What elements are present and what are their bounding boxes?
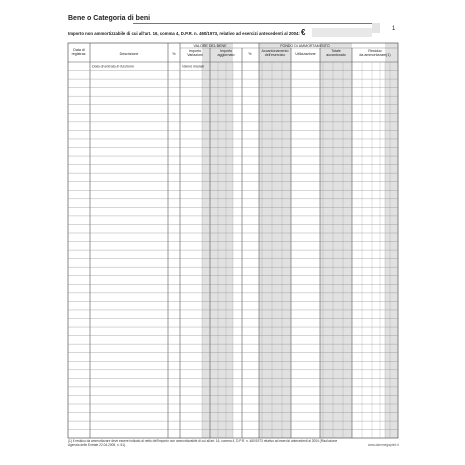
valore-iniziale-label: Valore iniziale (182, 64, 205, 69)
shade-accantonamento (259, 43, 291, 438)
hdr-accant-1: Accantonamento (261, 49, 289, 53)
hdr-utilizzazione: Utilizzazione (295, 52, 316, 56)
importo-label: Importo non ammortizzabile di cui all'art. 16, comma 4, D.P.R. n. 460/1973, relativo ad esercizi antecedenti al 2004: (68, 31, 300, 36)
hdr-aggiornato-2: aggiornato (217, 53, 235, 57)
hdr-coeff: % (172, 52, 176, 56)
website-credit: www.darnmegaprint.it (368, 443, 399, 447)
hdr-data-line2: registraz. (71, 52, 87, 56)
hdr-data-line1: Data di (73, 48, 85, 52)
hdr-totale-2: accantonato (326, 53, 346, 57)
hdr-residuo-2: da ammortizzare(1) (359, 53, 391, 57)
shade-residuo (385, 43, 398, 438)
euro-symbol: € (301, 28, 306, 37)
hdr-descrizione: Descrizione (119, 52, 139, 56)
hdr-variazioni-2: Variazioni (187, 53, 203, 57)
hdr-aggiornato-1: Importo (219, 49, 233, 53)
hdr-variazioni-1: Importo (188, 49, 202, 53)
hdr-valore-del-bene: VALORE DEL BENE (193, 43, 227, 48)
data-entrata-label: Data di entrata in funzione (92, 64, 134, 69)
hdr-perc: % (248, 52, 252, 56)
footnote: (1) Il residuo da ammortizzare deve essere indicato al netto dell'importo non ammortizzabile di cui all'art. 16, comma 4, D.P.R. n. 460/1973 relativo ad esercizi antecedenti al 2004 (Risoluzione Agenzia delle Entrate 22.04.2005, n. 61). (68, 439, 338, 447)
shade-importo-aggiornato (202, 43, 233, 438)
page-title: Bene o Categoria di beni (68, 15, 151, 22)
hdr-residuo-1: Residuo (368, 49, 382, 53)
hdr-totale-1: Totale (331, 49, 341, 53)
hdr-fondo: FONDO DI AMMORTAMENTO (280, 43, 330, 48)
shaded-columns (202, 43, 398, 438)
hdr-accant-2: dell'esercizio (264, 53, 286, 57)
shade-totale-accantonato (320, 43, 352, 438)
first-row-labels (92, 65, 204, 69)
page-number: 1 (392, 26, 396, 32)
